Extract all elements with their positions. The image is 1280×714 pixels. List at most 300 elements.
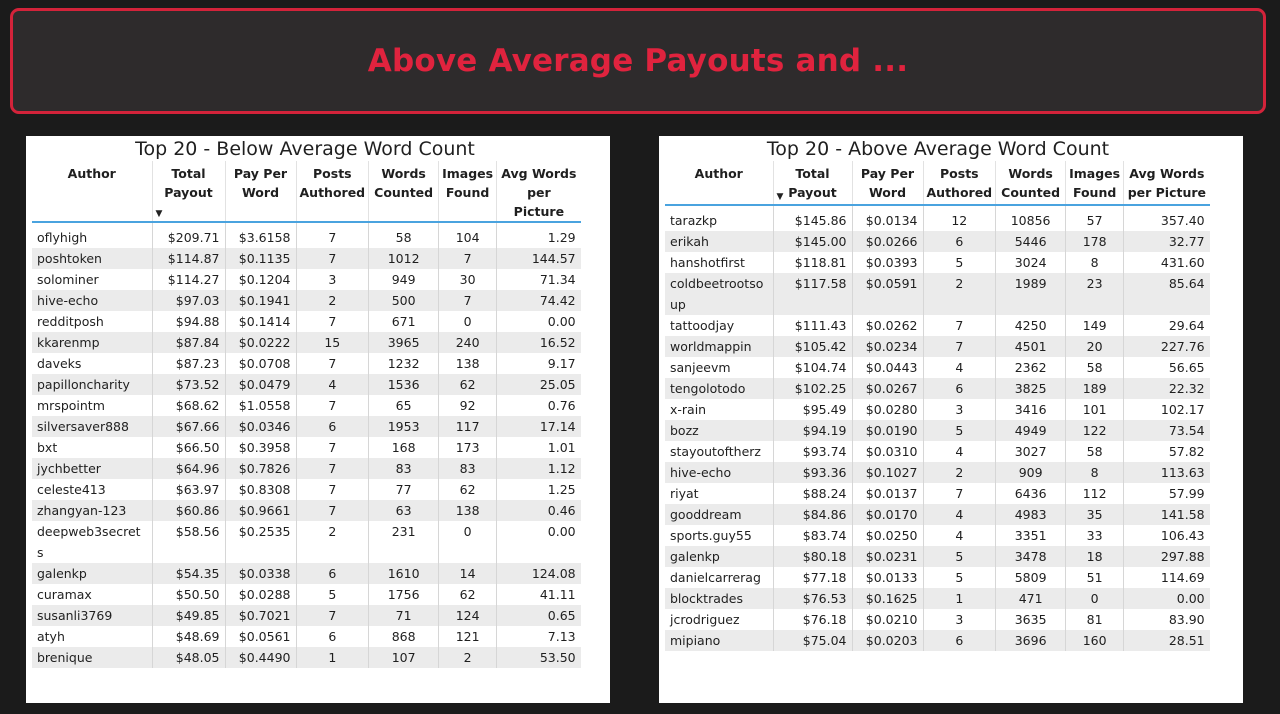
cell-pay-per-word: $0.1204 bbox=[225, 269, 296, 290]
table-row[interactable] bbox=[665, 399, 1210, 420]
cell-pay-per-word: $0.1027 bbox=[852, 462, 923, 483]
cell-author: riyat bbox=[665, 483, 773, 504]
table-row[interactable] bbox=[665, 378, 1210, 399]
cell-words-counted: 1953 bbox=[369, 416, 439, 437]
cell-posts-authored: 5 bbox=[923, 546, 996, 567]
column-header-label: Total Payout bbox=[788, 166, 837, 200]
cell-pay-per-word: $0.0134 bbox=[852, 210, 923, 231]
cell-pay-per-word: $0.3958 bbox=[225, 437, 296, 458]
table-row[interactable] bbox=[32, 269, 581, 290]
table-row[interactable] bbox=[665, 567, 1210, 588]
table-row[interactable] bbox=[32, 437, 581, 458]
cell-author: kkarenmp bbox=[32, 332, 152, 353]
cell-posts-authored: 5 bbox=[923, 567, 996, 588]
cell-words-counted: 1989 bbox=[996, 273, 1066, 315]
cell-author: worldmappin bbox=[665, 336, 773, 357]
cell-images-found: 101 bbox=[1066, 399, 1124, 420]
cell-images-found: 8 bbox=[1066, 462, 1124, 483]
cell-words-counted: 868 bbox=[369, 626, 439, 647]
cell-author: bozz bbox=[665, 420, 773, 441]
cell-total-payout: $114.27 bbox=[152, 269, 225, 290]
column-header-total-payout[interactable] bbox=[152, 161, 225, 222]
column-header-pay-per-word[interactable]: Pay Per Word bbox=[225, 161, 296, 222]
cell-posts-authored: 6 bbox=[296, 416, 369, 437]
cell-words-counted: 909 bbox=[996, 462, 1066, 483]
table-row[interactable] bbox=[32, 479, 581, 500]
cell-posts-authored: 6 bbox=[923, 630, 996, 651]
cell-total-payout: $49.85 bbox=[152, 605, 225, 626]
cell-total-payout: $48.05 bbox=[152, 647, 225, 668]
cell-avg-words-per-picture: 144.57 bbox=[497, 248, 581, 269]
cell-total-payout: $95.49 bbox=[773, 399, 852, 420]
table-row[interactable] bbox=[665, 462, 1210, 483]
cell-total-payout: $145.00 bbox=[773, 231, 852, 252]
cell-pay-per-word: $0.8308 bbox=[225, 479, 296, 500]
page-title-banner bbox=[10, 8, 1266, 114]
cell-posts-authored: 3 bbox=[923, 399, 996, 420]
cell-posts-authored: 4 bbox=[923, 357, 996, 378]
table-header-row bbox=[665, 161, 1210, 205]
cell-total-payout: $63.97 bbox=[152, 479, 225, 500]
cell-author: hanshotfirst bbox=[665, 252, 773, 273]
cell-avg-words-per-picture: 1.25 bbox=[497, 479, 581, 500]
cell-posts-authored: 7 bbox=[923, 336, 996, 357]
cell-posts-authored: 7 bbox=[923, 315, 996, 336]
cell-total-payout: $50.50 bbox=[152, 584, 225, 605]
table-row[interactable] bbox=[665, 357, 1210, 378]
table-row[interactable] bbox=[32, 311, 581, 332]
table-row[interactable] bbox=[665, 504, 1210, 525]
cell-avg-words-per-picture: 32.77 bbox=[1124, 231, 1210, 252]
cell-author: celeste413 bbox=[32, 479, 152, 500]
cell-words-counted: 231 bbox=[369, 521, 439, 563]
column-header-author[interactable]: Author bbox=[32, 161, 152, 222]
cell-avg-words-per-picture: 41.11 bbox=[497, 584, 581, 605]
cell-avg-words-per-picture: 106.43 bbox=[1124, 525, 1210, 546]
cell-words-counted: 5809 bbox=[996, 567, 1066, 588]
cell-avg-words-per-picture: 0.65 bbox=[497, 605, 581, 626]
cell-images-found: 62 bbox=[439, 584, 497, 605]
table-row[interactable] bbox=[665, 525, 1210, 546]
cell-author: atyh bbox=[32, 626, 152, 647]
cell-images-found: 62 bbox=[439, 479, 497, 500]
cell-pay-per-word: $0.7826 bbox=[225, 458, 296, 479]
cell-posts-authored: 7 bbox=[296, 227, 369, 248]
cell-pay-per-word: $3.6158 bbox=[225, 227, 296, 248]
table-row[interactable] bbox=[665, 336, 1210, 357]
table-row[interactable] bbox=[665, 231, 1210, 252]
column-header-avg-words[interactable]: Avg Words per Picture bbox=[501, 166, 577, 219]
cell-words-counted: 4983 bbox=[996, 504, 1066, 525]
cell-words-counted: 83 bbox=[369, 458, 439, 479]
table-row[interactable] bbox=[32, 584, 581, 605]
cell-author: zhangyan-123 bbox=[32, 500, 152, 521]
table-row[interactable] bbox=[32, 290, 581, 311]
cell-images-found: 122 bbox=[1066, 420, 1124, 441]
cell-pay-per-word: $0.0190 bbox=[852, 420, 923, 441]
cell-author: coldbeetrootsoup bbox=[665, 273, 773, 315]
cell-words-counted: 1012 bbox=[369, 248, 439, 269]
cell-posts-authored: 6 bbox=[923, 378, 996, 399]
cell-total-payout: $87.23 bbox=[152, 353, 225, 374]
cell-avg-words-per-picture: 141.58 bbox=[1124, 504, 1210, 525]
cell-pay-per-word: $0.0561 bbox=[225, 626, 296, 647]
cell-images-found: 178 bbox=[1066, 231, 1124, 252]
cell-posts-authored: 2 bbox=[296, 290, 369, 311]
cell-pay-per-word: $1.0558 bbox=[225, 395, 296, 416]
column-header-pay-per-word[interactable]: Pay Per Word bbox=[852, 161, 923, 205]
cell-posts-authored: 5 bbox=[923, 252, 996, 273]
cell-images-found: 51 bbox=[1066, 567, 1124, 588]
cell-images-found: 160 bbox=[1066, 630, 1124, 651]
cell-avg-words-per-picture: 0.00 bbox=[497, 311, 581, 332]
cell-images-found: 23 bbox=[1066, 273, 1124, 315]
cell-pay-per-word: $0.2535 bbox=[225, 521, 296, 563]
table-body bbox=[665, 205, 1210, 651]
cell-avg-words-per-picture: 9.17 bbox=[497, 353, 581, 374]
cell-posts-authored: 7 bbox=[296, 248, 369, 269]
cell-words-counted: 10856 bbox=[996, 210, 1066, 231]
cell-avg-words-per-picture: 113.63 bbox=[1124, 462, 1210, 483]
table-row[interactable] bbox=[665, 210, 1210, 231]
cell-words-counted: 471 bbox=[996, 588, 1066, 609]
cell-images-found: 58 bbox=[1066, 441, 1124, 462]
table-row[interactable] bbox=[32, 395, 581, 416]
cell-images-found: 112 bbox=[1066, 483, 1124, 504]
left-table-title: Top 20 - Below Average Word Count bbox=[135, 138, 475, 160]
table-body bbox=[32, 222, 581, 668]
cell-avg-words-per-picture: 7.13 bbox=[497, 626, 581, 647]
table-row[interactable] bbox=[665, 252, 1210, 273]
cell-total-payout: $75.04 bbox=[773, 630, 852, 651]
column-header-words-counted[interactable]: Words Counted bbox=[369, 161, 439, 222]
cell-total-payout: $104.74 bbox=[773, 357, 852, 378]
table-row[interactable] bbox=[32, 647, 581, 668]
cell-words-counted: 4250 bbox=[996, 315, 1066, 336]
cell-author: daveks bbox=[32, 353, 152, 374]
cell-pay-per-word: $0.1941 bbox=[225, 290, 296, 311]
cell-pay-per-word: $0.1625 bbox=[852, 588, 923, 609]
cell-words-counted: 3965 bbox=[369, 332, 439, 353]
cell-avg-words-per-picture: 28.51 bbox=[1124, 630, 1210, 651]
table-row[interactable] bbox=[665, 588, 1210, 609]
column-header-posts-authored[interactable]: Posts Authored bbox=[923, 161, 996, 205]
cell-words-counted: 1610 bbox=[369, 563, 439, 584]
cell-avg-words-per-picture: 357.40 bbox=[1124, 210, 1210, 231]
cell-author: x-rain bbox=[665, 399, 773, 420]
cell-total-payout: $209.71 bbox=[152, 227, 225, 248]
cell-posts-authored: 6 bbox=[923, 231, 996, 252]
table-row[interactable] bbox=[665, 483, 1210, 504]
cell-avg-words-per-picture: 1.29 bbox=[497, 227, 581, 248]
table-row[interactable] bbox=[32, 521, 581, 563]
cell-total-payout: $67.66 bbox=[152, 416, 225, 437]
cell-pay-per-word: $0.0137 bbox=[852, 483, 923, 504]
left-table-visual[interactable] bbox=[26, 136, 610, 703]
table-row[interactable] bbox=[665, 441, 1210, 462]
cell-total-payout: $94.19 bbox=[773, 420, 852, 441]
cell-avg-words-per-picture: 297.88 bbox=[1124, 546, 1210, 567]
cell-images-found: 104 bbox=[439, 227, 497, 248]
cell-posts-authored: 5 bbox=[923, 420, 996, 441]
table-row[interactable] bbox=[32, 353, 581, 374]
cell-words-counted: 3635 bbox=[996, 609, 1066, 630]
cell-pay-per-word: $0.0133 bbox=[852, 567, 923, 588]
table-row[interactable] bbox=[32, 374, 581, 395]
column-header-posts-authored[interactable]: Posts Authored bbox=[296, 161, 369, 222]
cell-total-payout: $58.56 bbox=[152, 521, 225, 563]
cell-words-counted: 58 bbox=[369, 227, 439, 248]
cell-images-found: 30 bbox=[439, 269, 497, 290]
cell-author: oflyhigh bbox=[32, 227, 152, 248]
table-row[interactable] bbox=[32, 332, 581, 353]
cell-posts-authored: 7 bbox=[296, 353, 369, 374]
cell-total-payout: $87.84 bbox=[152, 332, 225, 353]
cell-author: jcrodriguez bbox=[665, 609, 773, 630]
cell-total-payout: $114.87 bbox=[152, 248, 225, 269]
cell-images-found: 0 bbox=[439, 311, 497, 332]
cell-words-counted: 1536 bbox=[369, 374, 439, 395]
cell-author: tattoodjay bbox=[665, 315, 773, 336]
cell-posts-authored: 7 bbox=[296, 395, 369, 416]
cell-author: stayoutoftherz bbox=[665, 441, 773, 462]
table-row[interactable] bbox=[665, 273, 1210, 315]
cell-pay-per-word: $0.7021 bbox=[225, 605, 296, 626]
cell-avg-words-per-picture: 0.76 bbox=[497, 395, 581, 416]
cell-images-found: 173 bbox=[439, 437, 497, 458]
cell-images-found: 14 bbox=[439, 563, 497, 584]
cell-images-found: 7 bbox=[439, 248, 497, 269]
cell-pay-per-word: $0.0266 bbox=[852, 231, 923, 252]
cell-posts-authored: 7 bbox=[296, 458, 369, 479]
cell-words-counted: 3351 bbox=[996, 525, 1066, 546]
cell-pay-per-word: $0.0234 bbox=[852, 336, 923, 357]
cell-words-counted: 6436 bbox=[996, 483, 1066, 504]
cell-posts-authored: 2 bbox=[296, 521, 369, 563]
cell-pay-per-word: $0.0479 bbox=[225, 374, 296, 395]
cell-total-payout: $64.96 bbox=[152, 458, 225, 479]
cell-author: poshtoken bbox=[32, 248, 152, 269]
cell-words-counted: 3478 bbox=[996, 546, 1066, 567]
cell-avg-words-per-picture: 25.05 bbox=[497, 374, 581, 395]
cell-author: tengolotodo bbox=[665, 378, 773, 399]
cell-posts-authored: 12 bbox=[923, 210, 996, 231]
cell-images-found: 62 bbox=[439, 374, 497, 395]
table-row[interactable] bbox=[32, 416, 581, 437]
cell-pay-per-word: $0.0338 bbox=[225, 563, 296, 584]
cell-author: gooddream bbox=[665, 504, 773, 525]
cell-avg-words-per-picture: 73.54 bbox=[1124, 420, 1210, 441]
cell-images-found: 240 bbox=[439, 332, 497, 353]
cell-avg-words-per-picture: 102.17 bbox=[1124, 399, 1210, 420]
cell-pay-per-word: $0.0210 bbox=[852, 609, 923, 630]
cell-total-payout: $88.24 bbox=[773, 483, 852, 504]
table-row[interactable] bbox=[32, 458, 581, 479]
cell-total-payout: $54.35 bbox=[152, 563, 225, 584]
cell-pay-per-word: $0.0170 bbox=[852, 504, 923, 525]
cell-images-found: 92 bbox=[439, 395, 497, 416]
cell-pay-per-word: $0.0262 bbox=[852, 315, 923, 336]
cell-images-found: 35 bbox=[1066, 504, 1124, 525]
cell-avg-words-per-picture: 74.42 bbox=[497, 290, 581, 311]
cell-pay-per-word: $0.0310 bbox=[852, 441, 923, 462]
cell-images-found: 138 bbox=[439, 500, 497, 521]
cell-avg-words-per-picture: 124.08 bbox=[497, 563, 581, 584]
sort-descending-icon: ▼ bbox=[155, 209, 163, 219]
cell-total-payout: $94.88 bbox=[152, 311, 225, 332]
cell-avg-words-per-picture: 56.65 bbox=[1124, 357, 1210, 378]
cell-pay-per-word: $0.4490 bbox=[225, 647, 296, 668]
cell-words-counted: 65 bbox=[369, 395, 439, 416]
page-title: Above Average Payouts and ... bbox=[367, 43, 909, 79]
cell-words-counted: 1756 bbox=[369, 584, 439, 605]
cell-posts-authored: 7 bbox=[923, 483, 996, 504]
cell-posts-authored: 3 bbox=[923, 609, 996, 630]
cell-total-payout: $83.74 bbox=[773, 525, 852, 546]
cell-pay-per-word: $0.0222 bbox=[225, 332, 296, 353]
cell-words-counted: 3825 bbox=[996, 378, 1066, 399]
right-table bbox=[665, 161, 1210, 651]
cell-posts-authored: 4 bbox=[296, 374, 369, 395]
cell-total-payout: $80.18 bbox=[773, 546, 852, 567]
column-header-images-found[interactable]: Images Found bbox=[1066, 161, 1124, 205]
right-table-visual[interactable] bbox=[659, 136, 1243, 703]
cell-images-found: 0 bbox=[1066, 588, 1124, 609]
cell-words-counted: 671 bbox=[369, 311, 439, 332]
cell-posts-authored: 7 bbox=[296, 479, 369, 500]
right-table-title: Top 20 - Above Average Word Count bbox=[766, 138, 1110, 160]
cell-words-counted: 3416 bbox=[996, 399, 1066, 420]
column-header-label: Total Payout bbox=[164, 166, 213, 200]
cell-author: hive-echo bbox=[665, 462, 773, 483]
cell-posts-authored: 4 bbox=[923, 504, 996, 525]
cell-author: mipiano bbox=[665, 630, 773, 651]
cell-images-found: 7 bbox=[439, 290, 497, 311]
cell-avg-words-per-picture: 1.12 bbox=[497, 458, 581, 479]
table-row[interactable] bbox=[32, 605, 581, 626]
cell-avg-words-per-picture: 431.60 bbox=[1124, 252, 1210, 273]
table-row[interactable] bbox=[32, 500, 581, 521]
cell-pay-per-word: $0.0280 bbox=[852, 399, 923, 420]
table-row[interactable] bbox=[32, 563, 581, 584]
cell-avg-words-per-picture: 57.82 bbox=[1124, 441, 1210, 462]
cell-pay-per-word: $0.0203 bbox=[852, 630, 923, 651]
cell-images-found: 83 bbox=[439, 458, 497, 479]
cell-posts-authored: 7 bbox=[296, 500, 369, 521]
cell-pay-per-word: $0.1414 bbox=[225, 311, 296, 332]
cell-images-found: 0 bbox=[439, 521, 497, 563]
cell-images-found: 121 bbox=[439, 626, 497, 647]
cell-words-counted: 1232 bbox=[369, 353, 439, 374]
cell-total-payout: $76.18 bbox=[773, 609, 852, 630]
cell-total-payout: $93.74 bbox=[773, 441, 852, 462]
cell-total-payout: $105.42 bbox=[773, 336, 852, 357]
column-header-images-found[interactable]: Images Found bbox=[439, 161, 497, 222]
cell-total-payout: $111.43 bbox=[773, 315, 852, 336]
cell-posts-authored: 3 bbox=[296, 269, 369, 290]
cell-author: danielcarrerag bbox=[665, 567, 773, 588]
cell-images-found: 117 bbox=[439, 416, 497, 437]
column-header-author[interactable]: Author bbox=[665, 161, 773, 205]
cell-total-payout: $60.86 bbox=[152, 500, 225, 521]
table-row[interactable] bbox=[665, 546, 1210, 567]
cell-author: deepweb3secrets bbox=[32, 521, 152, 563]
cell-words-counted: 77 bbox=[369, 479, 439, 500]
cell-author: blocktrades bbox=[665, 588, 773, 609]
cell-author: brenique bbox=[32, 647, 152, 668]
cell-total-payout: $66.50 bbox=[152, 437, 225, 458]
cell-posts-authored: 1 bbox=[296, 647, 369, 668]
cell-words-counted: 71 bbox=[369, 605, 439, 626]
column-header-total-payout[interactable] bbox=[773, 161, 852, 205]
cell-total-payout: $97.03 bbox=[152, 290, 225, 311]
cell-avg-words-per-picture: 71.34 bbox=[497, 269, 581, 290]
cell-total-payout: $77.18 bbox=[773, 567, 852, 588]
cell-total-payout: $48.69 bbox=[152, 626, 225, 647]
cell-author: sports.guy55 bbox=[665, 525, 773, 546]
cell-posts-authored: 2 bbox=[923, 273, 996, 315]
cell-pay-per-word: $0.0267 bbox=[852, 378, 923, 399]
left-table bbox=[32, 161, 581, 668]
cell-total-payout: $76.53 bbox=[773, 588, 852, 609]
cell-posts-authored: 7 bbox=[296, 605, 369, 626]
cell-posts-authored: 6 bbox=[296, 626, 369, 647]
cell-avg-words-per-picture: 0.00 bbox=[497, 521, 581, 563]
cell-images-found: 149 bbox=[1066, 315, 1124, 336]
cell-pay-per-word: $0.0393 bbox=[852, 252, 923, 273]
cell-avg-words-per-picture: 17.14 bbox=[497, 416, 581, 437]
cell-author: hive-echo bbox=[32, 290, 152, 311]
cell-total-payout: $84.86 bbox=[773, 504, 852, 525]
cell-words-counted: 63 bbox=[369, 500, 439, 521]
cell-images-found: 81 bbox=[1066, 609, 1124, 630]
cell-words-counted: 2362 bbox=[996, 357, 1066, 378]
cell-avg-words-per-picture: 16.52 bbox=[497, 332, 581, 353]
column-header-words-counted[interactable]: Words Counted bbox=[996, 161, 1066, 205]
table-row[interactable] bbox=[32, 248, 581, 269]
cell-words-counted: 3027 bbox=[996, 441, 1066, 462]
cell-pay-per-word: $0.0231 bbox=[852, 546, 923, 567]
table-row[interactable] bbox=[665, 630, 1210, 651]
table-row[interactable] bbox=[665, 420, 1210, 441]
cell-author: curamax bbox=[32, 584, 152, 605]
cell-posts-authored: 4 bbox=[923, 525, 996, 546]
cell-pay-per-word: $0.0708 bbox=[225, 353, 296, 374]
cell-author: papilloncharity bbox=[32, 374, 152, 395]
cell-author: redditposh bbox=[32, 311, 152, 332]
cell-images-found: 57 bbox=[1066, 210, 1124, 231]
cell-avg-words-per-picture: 0.00 bbox=[1124, 588, 1210, 609]
table-row[interactable] bbox=[665, 315, 1210, 336]
table-row[interactable] bbox=[32, 626, 581, 647]
table-row[interactable] bbox=[665, 609, 1210, 630]
cell-avg-words-per-picture: 22.32 bbox=[1124, 378, 1210, 399]
cell-avg-words-per-picture: 29.64 bbox=[1124, 315, 1210, 336]
cell-avg-words-per-picture: 114.69 bbox=[1124, 567, 1210, 588]
table-row[interactable] bbox=[32, 227, 581, 248]
cell-images-found: 124 bbox=[439, 605, 497, 626]
cell-words-counted: 107 bbox=[369, 647, 439, 668]
cell-words-counted: 3024 bbox=[996, 252, 1066, 273]
cell-pay-per-word: $0.0250 bbox=[852, 525, 923, 546]
cell-avg-words-per-picture: 83.90 bbox=[1124, 609, 1210, 630]
cell-posts-authored: 1 bbox=[923, 588, 996, 609]
cell-images-found: 2 bbox=[439, 647, 497, 668]
cell-pay-per-word: $0.0288 bbox=[225, 584, 296, 605]
cell-posts-authored: 4 bbox=[923, 441, 996, 462]
cell-words-counted: 949 bbox=[369, 269, 439, 290]
column-header-avg-words[interactable]: Avg Words per Picture bbox=[1127, 166, 1207, 200]
